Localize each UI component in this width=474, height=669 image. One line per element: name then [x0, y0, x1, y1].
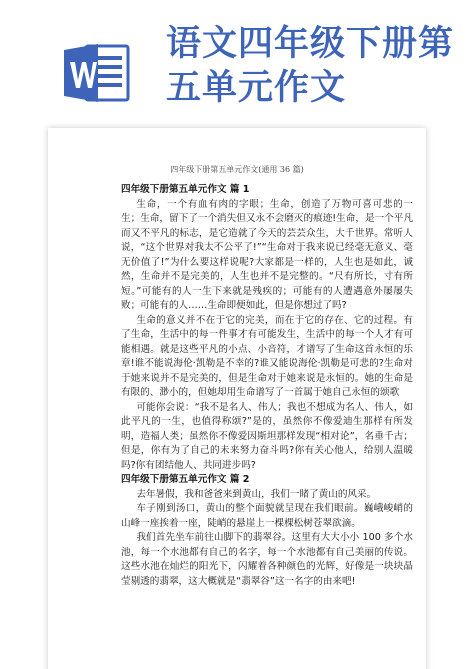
paragraph: 生命，一个有血有肉的字眼；生命，创造了万物可喜可悲的一生；生命，留下了一个消失但又永不会磨灭的痕迹!生命，是一个平凡而又不平凡的标志，是它造就了今天的芸芸众生，大千世界。常听人说，“这个世界对我太不公平了!”“生命对于我来说已经毫无意义、毫无价值了!”为什么要这样说呢?大家都是一样的，人生也是如此，诚然，生命并不是完美的，人生也并不是完整的。“尺有所长，寸有所短。”可能有的人一生下来就是残疾的；可能有的人遭遇意外屡屡失败；可能有的人……生命即便如此，但是你想过了吗?	[121, 198, 413, 311]
paragraph: 可能你会说：“我不是名人、伟人；我也不想成为名人、伟人，如此平凡的一生，也值得称颂?”是的，虽然你不像爱迪生那样有所发明，造福人类；虽然你不像爱因斯坦那样发现“相对论”，名垂千古；但是，你有为了自己的未来努力奋斗吗?你有关心他人，给别人温暖吗?你有团结他人、共同进步吗?	[121, 401, 413, 471]
word-logo-graphic	[62, 38, 132, 108]
paragraph: 我们首先坐车前往山脚下的翡翠谷。这里有大大小小 100 多个水池，每一个水池都有自己的名字，每一个水池都有自己美丽的传说。这些水池在灿烂的阳光下，闪耀着各种颜色的光辉，好像是一块块晶莹剔透的翡翠，这大概就是“翡翠谷”这一名字的由来吧!	[121, 532, 413, 587]
document-content	[121, 183, 413, 589]
header	[0, 0, 474, 120]
document-page	[48, 128, 426, 669]
section-heading: 四年级下册第五单元作文 篇 2	[121, 474, 250, 485]
section-heading: 四年级下册第五单元作文 篇 1	[121, 184, 250, 195]
paragraph: 车子刚到汤口，黄山的整个面貌就呈现在我们眼前。巍峨峻峭的山峰一座挨着一座，陡峭的悬崖上一棵棵松树苍翠欲滴。	[121, 503, 413, 529]
page-title: 语文四年级下册第五单元作文	[166, 24, 455, 108]
word-icon	[62, 38, 132, 108]
paragraph: 去年暑假，我和爸爸来到黄山，我们一睹了黄山的风采。	[136, 488, 377, 500]
running-head: 四年级下册第五单元作文(通用 36 篇)	[170, 165, 304, 174]
paragraph: 生命的意义并不在于它的完美，而在于它的存在、它的过程。有了生命，生活中的每一件事才有可能发生，生活中的每一个人才有可能相遇。就是这些平凡的小点、小音符，才谱写了生命这首永恒的乐章!谁不能说海伦·凯勒是不幸的?谁又能说海伦·凯勒是可悲的?生命对于她来说并不是完美的，但是生命对于她来说是永恒的。她的生命是有限的、渺小的，但她却用生命谱写了一首属于她自己永恒的颂歌	[121, 314, 413, 398]
